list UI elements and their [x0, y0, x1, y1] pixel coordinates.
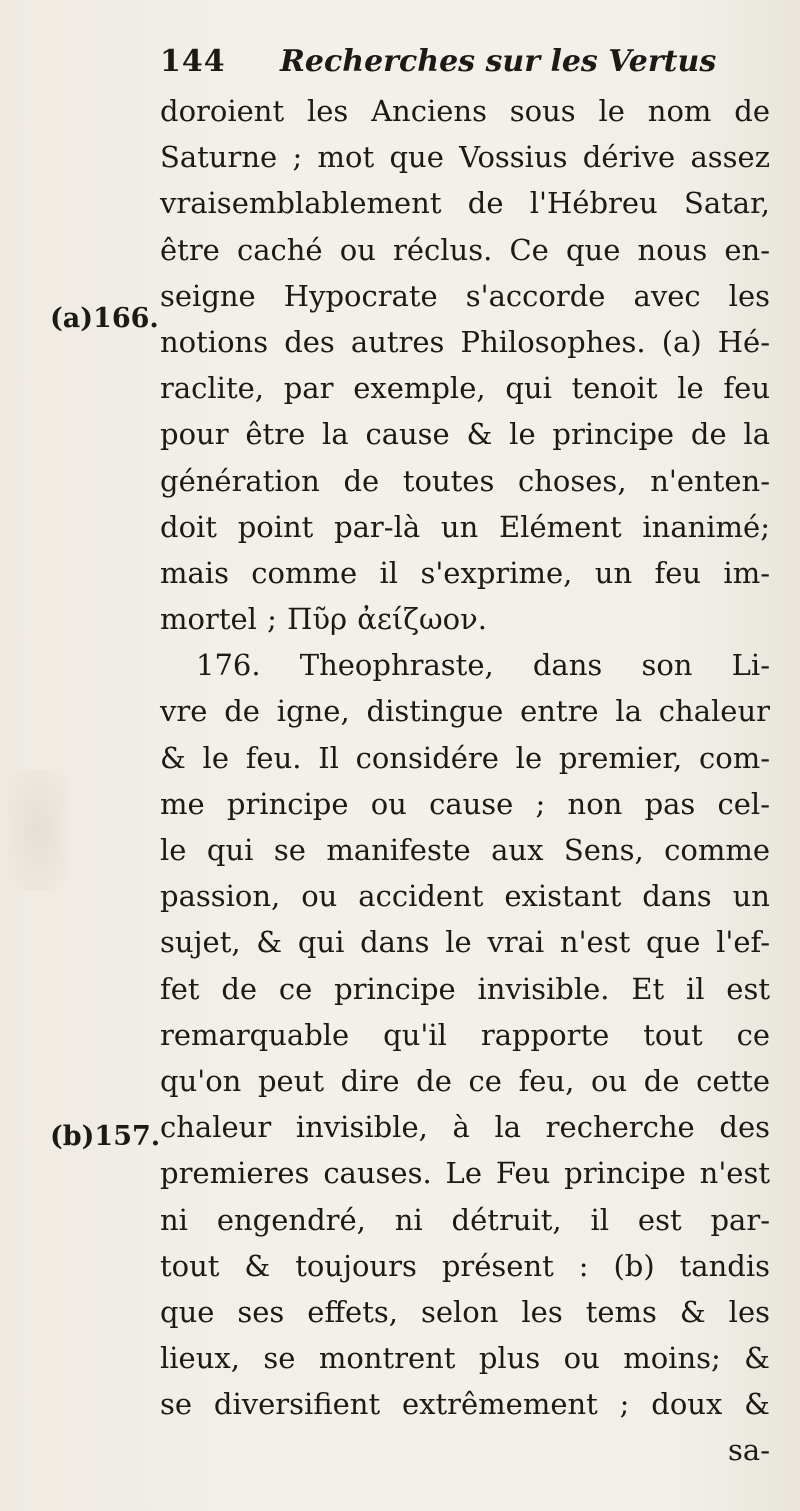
text-line: chaleur invisible, à la recherche des — [160, 1110, 770, 1145]
text-line: vraisemblablement de l'Hébreu Satar, — [160, 186, 770, 221]
text-line: doit point par-là un Elément inanimé; — [160, 509, 770, 544]
text-line: être caché ou réclus. Ce que nous en- — [160, 232, 770, 267]
text-line: mortel ; Πῦρ ἀείζωον. — [160, 602, 487, 637]
text-line: Saturne ; mot que Vossius dérive assez — [160, 140, 770, 175]
text-line: le qui se manifeste aux Sens, comme — [160, 833, 770, 867]
text-line: se diversifient extrêmement ; doux & — [160, 1387, 770, 1422]
text-line: tout & toujours présent : (b) tandis — [160, 1248, 770, 1283]
text-line: notions des autres Philosophes. (a) Hé- — [160, 324, 770, 359]
text-line: raclite, par exemple, qui tenoit le feu — [160, 371, 770, 406]
text-line: que ses effets, selon les tems & les — [160, 1294, 770, 1329]
text-line: & le feu. Il considére le premier, com- — [160, 740, 770, 775]
page-header — [160, 44, 720, 84]
text-line: pour être la cause & le principe de la — [160, 417, 770, 452]
text-line: vre de igne, distingue entre la chaleur — [160, 694, 770, 729]
text-line: seigne Hypocrate s'accorde avec les — [160, 278, 770, 313]
margin-note-a: (a)166. — [50, 303, 159, 334]
margin-note-b: (b)157. — [50, 1121, 161, 1152]
text-line: me principe ou cause ; non pas cel- — [160, 786, 770, 821]
text-line: mais comme il s'exprime, un feu im- — [160, 555, 770, 590]
catchword: sa- — [728, 1433, 770, 1468]
text-line: remarquable qu'il rapporte tout ce — [160, 1017, 770, 1052]
body-text — [160, 88, 770, 1474]
text-line: ni engendré, ni détruit, il est par- — [160, 1202, 770, 1237]
paper-stain — [8, 770, 68, 890]
text-line: qu'on peut dire de ce feu, ou de cette — [160, 1063, 770, 1098]
page-number: 144 — [160, 44, 226, 79]
text-line: fet de ce principe invisible. Et il est — [160, 971, 770, 1006]
text-line: 176. Theophraste, dans son Li- — [196, 648, 770, 683]
text-line: sujet, & qui dans le vrai n'est que l'ef- — [160, 925, 770, 960]
text-line: génération de toutes choses, n'enten- — [160, 463, 770, 498]
running-title: Recherches sur les Vertus — [280, 44, 717, 79]
text-line: doroient les Anciens sous le nom de — [160, 94, 770, 128]
text-line: passion, ou accident existant dans un — [160, 879, 770, 914]
text-line: premieres causes. Le Feu principe n'est — [160, 1156, 770, 1191]
text-line: lieux, se montrent plus ou moins; & — [160, 1341, 770, 1376]
